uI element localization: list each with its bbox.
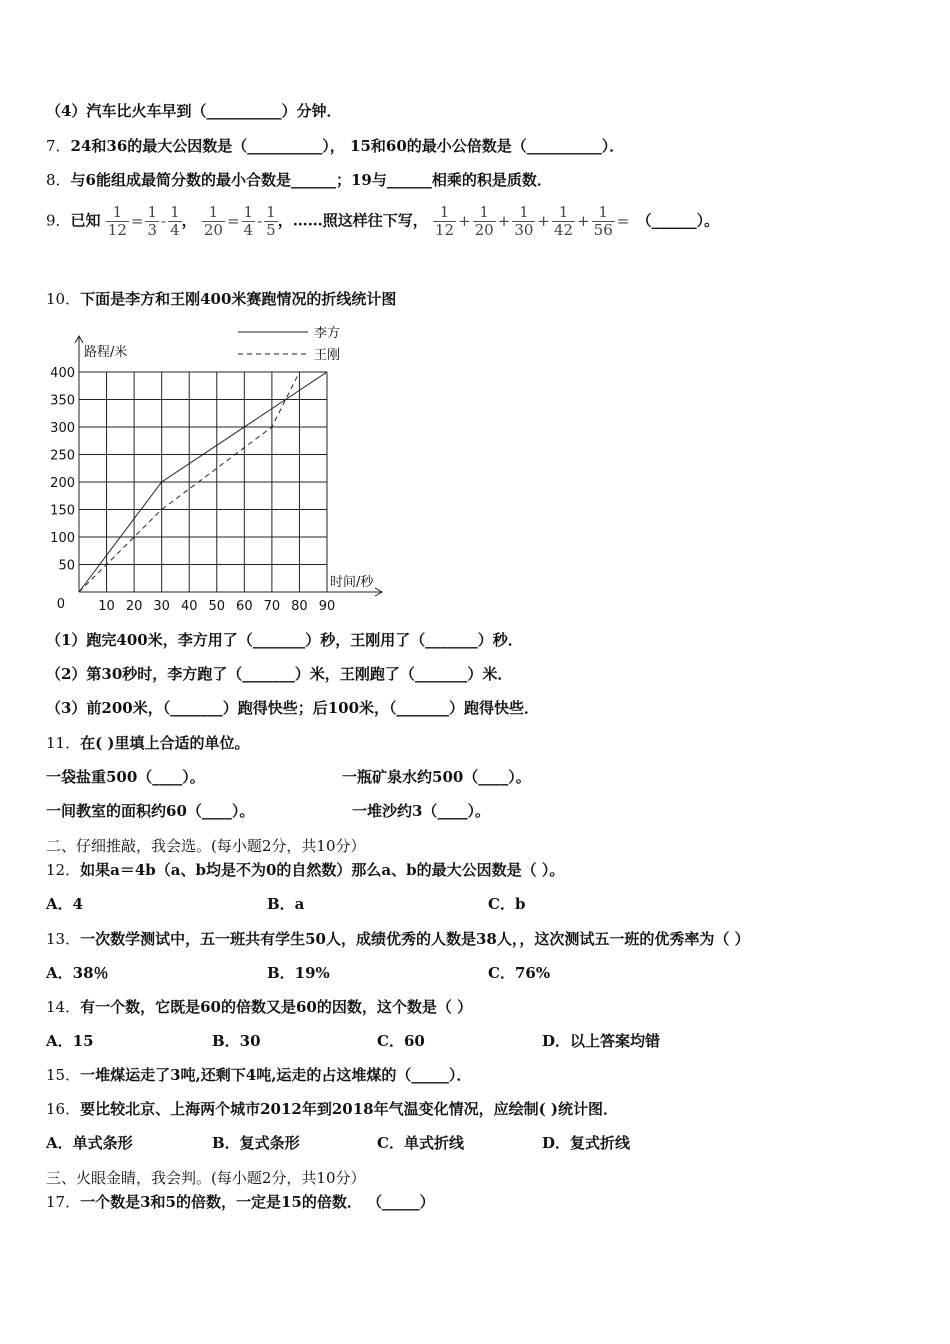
question-11	[46, 733, 250, 753]
q8-number: 8．	[46, 171, 71, 189]
x-tick-label: 50	[208, 599, 226, 614]
q17-text: 一个数是3和5的倍数，一定是15的倍数． （_____）	[80, 1193, 435, 1211]
x-axis-title: 时间/秒	[330, 575, 374, 590]
y-tick-label: 350	[50, 393, 75, 409]
q16-option-b: B．复式条形	[212, 1134, 300, 1152]
q14-number: 14．	[46, 998, 81, 1016]
q16-option-c: C．单式折线	[377, 1134, 464, 1152]
q10-sub1: （1）跑完400米，李方用了（_______）秒，王刚用了（_______）秒．	[46, 631, 523, 649]
q10-sub3: （3）前200米，（_______）跑得快些；后100米，（_______）跑得快些．	[46, 699, 540, 717]
q9-prefix: 已知	[70, 211, 101, 230]
section-2-heading: 二、仔细推敲，我会选。(每小题2分，共10分）	[46, 837, 366, 855]
q15-number: 15．	[46, 1066, 81, 1084]
q14-option-c: C．60	[377, 1032, 425, 1050]
question-14	[46, 997, 472, 1017]
question-17	[46, 1192, 435, 1212]
x-tick-label: 10	[98, 599, 115, 614]
line-chart	[40, 320, 400, 620]
q6-part4: （4）汽车比火车早到（__________）分钟．	[46, 102, 342, 120]
y-tick-label: 50	[58, 558, 75, 574]
question-16	[46, 1099, 618, 1119]
q16-option-a: A．单式条形	[46, 1134, 133, 1152]
q12-option-c: C．b	[488, 895, 526, 913]
x-tick-label: 80	[291, 599, 308, 614]
y-tick-label: 250	[50, 448, 75, 464]
q11-a: 一袋盐重500（____）。	[46, 768, 205, 786]
x-tick-label: 30	[153, 599, 170, 614]
q10-sub2: （2）第30秒时，李方跑了（_______）米，王刚跑了（_______）米．	[46, 665, 513, 683]
question-8	[46, 170, 552, 190]
fraction: $\frac{1}{4}$	[170, 203, 180, 239]
q8-text: 与6能组成最简分数的最小合数是______；19与______相乘的积是质数．	[70, 171, 552, 189]
q12-option-a: A．4	[46, 895, 84, 913]
question-7	[46, 136, 624, 156]
section-3-heading: 三、火眼金睛，我会判。(每小题2分，共10分）	[46, 1169, 366, 1187]
q10-number: 10．	[46, 290, 81, 308]
q13-option-a: A．38％	[46, 964, 109, 982]
q11-number: 11．	[46, 734, 81, 752]
x-tick-label: 70	[263, 599, 281, 614]
fraction: $\frac{1}{42}$	[553, 203, 574, 239]
q12-number: 12．	[46, 861, 81, 879]
q16-number: 16．	[46, 1100, 81, 1118]
fraction: $\frac{1}{12}$	[107, 203, 127, 239]
q12-text: 如果a＝4b（a、b均是不为0的自然数）那么a、b的最大公因数是（ ）。	[80, 861, 565, 879]
x-tick-label: 20	[125, 599, 143, 614]
q16-text: 要比较北京、上海两个城市2012年到2018年气温变化情况，应绘制( )统计图．	[80, 1100, 619, 1118]
q11-text: 在( )里填上合适的单位。	[80, 734, 250, 752]
q14-text: 有一个数，它既是60的倍数又是60的因数，这个数是（ ）	[80, 998, 473, 1016]
q7-number: 7．	[46, 137, 71, 155]
q11-c: 一间教室的面积约60（____）。	[46, 802, 255, 820]
fraction: $\frac{1}{3}$	[147, 203, 158, 239]
q11-d: 一堆沙约3（____）。	[352, 802, 490, 820]
legend-label: 李方	[314, 326, 341, 341]
q13-option-c: C．76%	[488, 964, 551, 982]
question-9: 9．已知 $\frac{1}{12}$ = $\frac{1}{3}$ - $\frac{1}{4}$ ， $\frac{1}{20}$ = $\frac{1}{4}$ - $\frac{1}{5}$ ，……照这样往下写， $\frac{1}{12}$ + $\frac{1}{20}$ + $\frac{1}{30}$ + $\frac{1}{42}$ + $\frac{1}{56}$ = （______）。	[46, 203, 720, 239]
y-tick-label: 100	[50, 531, 75, 546]
question-15	[46, 1065, 471, 1085]
q13-number: 13．	[46, 930, 81, 948]
q12-option-b: B．a	[267, 895, 305, 913]
x-tick-label: 90	[318, 599, 336, 614]
q9-answer: （______）。	[636, 211, 720, 230]
fraction: $\frac{1}{4}$	[243, 203, 254, 239]
y-tick-label: 200	[50, 476, 75, 491]
q14-option-b: B．30	[212, 1032, 261, 1050]
question-10	[46, 289, 396, 309]
fraction: $\frac{1}{20}$	[203, 203, 223, 239]
fraction: $\frac{1}{20}$	[474, 203, 494, 239]
q14-option-a: A．15	[46, 1032, 94, 1050]
q16-option-d: D．复式折线	[542, 1134, 631, 1152]
q13-option-b: B．19%	[267, 964, 330, 982]
y-tick-label: 400	[50, 366, 75, 381]
y-tick-label: 150	[50, 503, 75, 519]
fraction: $\frac{1}{12}$	[434, 203, 455, 239]
q9-mid: ，……照这样往下写，	[277, 211, 428, 230]
origin-label: 0	[56, 597, 65, 612]
legend-label: 王刚	[314, 348, 341, 363]
question-12	[46, 860, 564, 880]
x-tick-label: 60	[236, 599, 253, 614]
question-13	[46, 929, 750, 949]
q9-number: 9．	[46, 211, 71, 230]
q10-text: 下面是李方和王刚400米赛跑情况的折线统计图	[80, 290, 397, 308]
q11-b: 一瓶矿泉水约500（____）。	[342, 768, 531, 786]
y-axis-title: 路程/米	[84, 345, 128, 360]
q13-text: 一次数学测试中，五一班共有学生50人，成绩优秀的人数是38人，，这次测试五一班的优秀率为（ ）	[80, 930, 750, 948]
y-tick-label: 300	[50, 421, 75, 436]
q7-text: 24和36的最大公因数是（__________）， 15和60的最小公倍数是（__________）．	[70, 137, 625, 155]
q15-text: 一堆煤运走了3吨,还剩下4吨,运走的占这堆煤的（_____）．	[80, 1066, 472, 1084]
fraction: $\frac{1}{30}$	[514, 203, 534, 239]
q17-number: 17．	[46, 1193, 81, 1211]
x-tick-label: 40	[180, 599, 198, 614]
fraction: $\frac{1}{56}$	[593, 203, 613, 239]
q14-option-d: D．以上答案均错	[542, 1032, 661, 1050]
fraction: $\frac{1}{5}$	[266, 203, 276, 239]
